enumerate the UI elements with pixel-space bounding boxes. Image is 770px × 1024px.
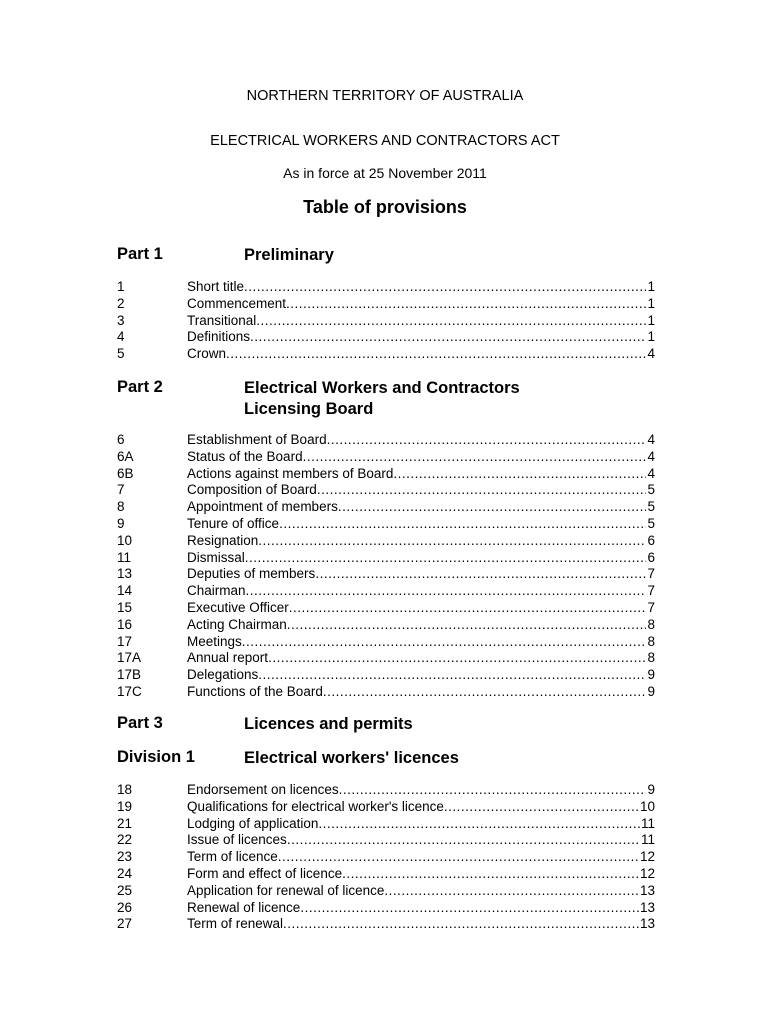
dot-leader: [444, 799, 639, 816]
page-number: 7: [647, 566, 655, 582]
section-title: Form and effect of licence: [187, 865, 343, 881]
section-title: Chairman: [187, 583, 246, 599]
section-title: Composition of Board: [187, 482, 317, 498]
dot-leader: [258, 667, 646, 684]
page-number: 5: [647, 482, 655, 498]
dot-leader: [315, 566, 646, 583]
dot-leader: [279, 516, 646, 533]
section-title: Crown: [187, 346, 227, 362]
division-1-heading: [117, 748, 584, 769]
dot-leader: [287, 832, 640, 849]
section-number: 6: [117, 432, 125, 447]
section-number: 14: [117, 583, 133, 599]
part-3-heading: [117, 714, 584, 735]
page-number: 7: [647, 583, 655, 599]
section-number: 1: [117, 279, 125, 294]
toc-entry: [117, 667, 655, 684]
section-title: Definitions: [187, 329, 251, 345]
page-number: 5: [647, 515, 655, 531]
section-number: 7: [117, 482, 125, 498]
section-number: 19: [117, 798, 133, 814]
dot-leader: [338, 499, 647, 516]
section-title: Renewal of licence: [187, 899, 301, 915]
section-number: 17C: [117, 683, 142, 699]
dot-leader: [384, 883, 639, 900]
section-title: Establishment of Board: [187, 432, 327, 447]
section-title: Resignation: [187, 532, 259, 548]
section-number: 10: [117, 532, 133, 548]
toc-entry: [117, 849, 655, 866]
toc-title: Table of provisions: [303, 197, 467, 217]
page-number: 1: [647, 295, 655, 311]
section-title: Issue of licences: [187, 832, 287, 848]
page-number: 9: [647, 667, 655, 683]
toc-entry: [117, 566, 655, 583]
in-force-date: As in force at 25 November 2011: [283, 165, 487, 181]
section-title: Application for renewal of licence: [187, 882, 385, 898]
dot-leader: [286, 296, 646, 313]
toc-entry: [117, 916, 655, 933]
section-title: Appointment of members: [187, 499, 338, 515]
toc-entry: [117, 583, 655, 600]
part-title: [244, 378, 584, 420]
dot-leader: [278, 849, 639, 866]
page-number: 13: [639, 899, 655, 915]
section-number: 22: [117, 832, 133, 848]
dot-leader: [226, 346, 646, 363]
toc-entry: [117, 432, 655, 449]
dot-leader: [258, 533, 646, 550]
dot-leader: [303, 449, 647, 466]
dot-leader: [317, 482, 647, 499]
page-number: 8: [647, 616, 655, 632]
part-title-line-2: Licensing Board: [244, 400, 374, 418]
section-number: 26: [117, 899, 133, 915]
page-number: 8: [647, 650, 655, 666]
part-label: Part 3: [117, 714, 163, 732]
dot-leader: [300, 900, 639, 917]
toc-entry: [117, 617, 655, 634]
dot-leader: [246, 583, 647, 600]
dot-leader: [268, 650, 646, 667]
part-2-provisions: [117, 432, 655, 701]
part-title: Licences and permits: [244, 715, 413, 733]
section-number: 16: [117, 616, 133, 632]
section-number: 18: [117, 782, 133, 797]
page-number: 11: [640, 815, 655, 831]
toc-entry: [117, 684, 655, 701]
part-label: Part 1: [117, 245, 163, 263]
toc-entry: [117, 832, 655, 849]
page-number: 8: [647, 633, 655, 649]
section-title: Endorsement on licences: [187, 782, 339, 797]
section-title: Term of renewal: [187, 916, 284, 932]
section-number: 4: [117, 329, 125, 345]
division-label: Division 1: [117, 748, 195, 766]
toc-entry: [117, 533, 655, 550]
page-number: 11: [640, 832, 655, 848]
part-1-provisions: [117, 279, 655, 363]
page-number: 4: [647, 465, 655, 481]
toc-entry: [117, 816, 655, 833]
page-number: 4: [647, 448, 655, 464]
part-title-line-1: Electrical Workers and Contractors: [244, 379, 520, 397]
page-number: 5: [647, 499, 655, 515]
section-number: 3: [117, 312, 125, 328]
part-label: Part 2: [117, 378, 163, 396]
section-number: 27: [117, 916, 133, 932]
section-title: Transitional: [187, 312, 257, 328]
toc-entry: [117, 799, 655, 816]
toc-entry: [117, 466, 655, 483]
toc-entry: [117, 782, 655, 799]
page-number: 1: [647, 279, 655, 294]
section-title: Tenure of office: [187, 515, 280, 531]
dot-leader: [323, 684, 647, 701]
toc-entry: [117, 883, 655, 900]
dot-leader: [283, 916, 639, 933]
section-number: 25: [117, 882, 133, 898]
part-2-heading: [117, 378, 584, 420]
part-title: Preliminary: [244, 246, 334, 264]
dot-leader: [287, 617, 647, 634]
section-number: 17: [117, 633, 133, 649]
toc-entry: [117, 449, 655, 466]
page-number: 9: [647, 782, 655, 797]
page-number: 6: [647, 532, 655, 548]
act-title: ELECTRICAL WORKERS AND CONTRACTORS ACT: [210, 133, 560, 149]
dot-leader: [393, 466, 646, 483]
toc-entry: [117, 313, 655, 330]
part-1-heading: [117, 245, 584, 266]
section-title: Dismissal: [187, 549, 245, 565]
toc-entry: [117, 482, 655, 499]
dot-leader: [245, 550, 647, 567]
section-number: 8: [117, 499, 125, 515]
toc-entry: [117, 634, 655, 651]
page-number: 4: [647, 432, 655, 447]
part-3-provisions: [117, 782, 655, 933]
section-title: Commencement: [187, 295, 287, 311]
section-title: Actions against members of Board: [187, 465, 394, 481]
dot-leader: [339, 782, 647, 799]
dot-leader: [327, 432, 647, 449]
page-number: 1: [647, 312, 655, 328]
dot-leader: [250, 329, 646, 346]
section-number: 21: [117, 815, 133, 831]
page-number: 6: [647, 549, 655, 565]
section-number: 24: [117, 865, 133, 881]
section-number: 23: [117, 849, 133, 865]
jurisdiction-heading: NORTHERN TERRITORY OF AUSTRALIA: [246, 88, 524, 104]
dot-leader: [289, 600, 647, 617]
toc-entry: [117, 296, 655, 313]
section-number: 6A: [117, 448, 134, 464]
page-number: 13: [639, 882, 655, 898]
toc-entry: [117, 650, 655, 667]
dot-leader: [242, 634, 647, 651]
toc-entry: [117, 279, 655, 296]
section-title: Term of licence: [187, 849, 278, 865]
section-number: 9: [117, 515, 125, 531]
section-title: Delegations: [187, 667, 259, 683]
section-title: Annual report: [187, 650, 269, 666]
toc-entry: [117, 499, 655, 516]
division-title: Electrical workers' licences: [244, 749, 459, 767]
section-number: 17B: [117, 667, 142, 683]
page-number: 12: [639, 849, 655, 865]
page-number: 9: [647, 683, 655, 699]
page-number: 10: [639, 798, 655, 814]
dot-leader: [342, 866, 639, 883]
toc-entry: [117, 550, 655, 567]
section-title: Status of the Board: [187, 448, 303, 464]
page-number: 1: [647, 329, 655, 345]
toc-entry: [117, 866, 655, 883]
section-title: Short title: [187, 279, 245, 294]
section-title: Qualifications for electrical worker's licence: [187, 798, 444, 814]
section-title: Acting Chairman: [187, 616, 287, 632]
section-number: 5: [117, 346, 125, 362]
section-number: 17A: [117, 650, 142, 666]
dot-leader: [256, 313, 646, 330]
section-title: Lodging of application: [187, 815, 319, 831]
dot-leader: [244, 279, 646, 296]
page-number: 4: [647, 346, 655, 362]
section-number: 11: [117, 549, 132, 565]
section-number: 2: [117, 295, 125, 311]
toc-entry: [117, 346, 655, 363]
dot-leader: [318, 816, 640, 833]
section-title: Deputies of members: [187, 566, 316, 582]
page-number: 12: [639, 865, 655, 881]
toc-entry: [117, 600, 655, 617]
section-number: 15: [117, 599, 133, 615]
toc-entry: [117, 900, 655, 917]
section-title: Meetings: [187, 633, 242, 649]
page-number: 13: [639, 916, 655, 932]
page-number: 7: [647, 599, 655, 615]
section-number: 6B: [117, 465, 134, 481]
section-number: 13: [117, 566, 133, 582]
section-title: Functions of the Board: [187, 683, 323, 699]
toc-entry: [117, 329, 655, 346]
toc-entry: [117, 516, 655, 533]
section-title: Executive Officer: [187, 599, 289, 615]
